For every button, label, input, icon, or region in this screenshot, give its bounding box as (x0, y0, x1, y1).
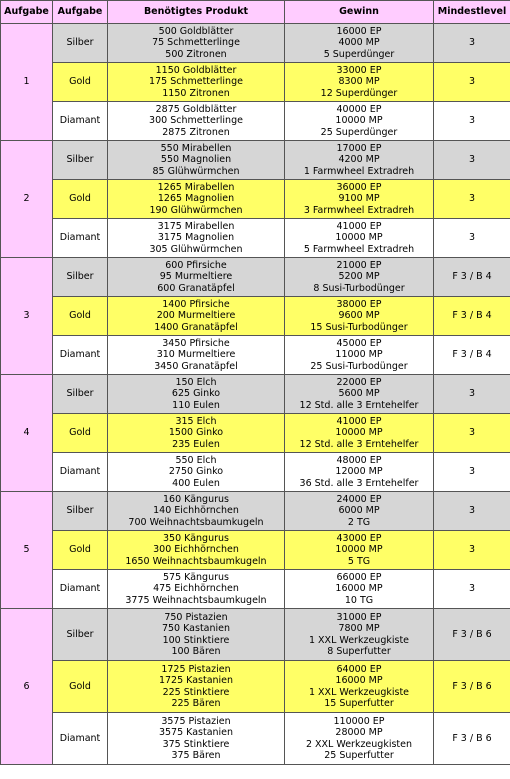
product-cell (108, 102, 285, 141)
table-row (1, 141, 510, 180)
reward-line: 4200 MP (338, 154, 380, 166)
reward-line: 24000 EP (336, 493, 382, 505)
product-line: 305 Glühwürmchen (149, 243, 243, 255)
reward-cell (285, 375, 434, 414)
product-line: 3175 Magnolien (157, 232, 235, 244)
reward-cell (285, 609, 434, 661)
product-line: 550 Elch (175, 454, 217, 466)
reward-line: 28000 MP (335, 727, 383, 738)
reward-line: 17000 EP (336, 142, 382, 154)
reward-line: 41000 EP (336, 415, 382, 427)
min-level-cell: 3 (434, 375, 510, 414)
reward-line: 4000 MP (338, 37, 380, 49)
reward-line: 15 Superfutter (324, 698, 394, 709)
reward-line: 8300 MP (338, 76, 380, 88)
reward-line: 2 XXL Werkzeugkisten (305, 738, 413, 750)
min-level-cell: 3 (434, 24, 510, 63)
reward-cell (285, 102, 434, 141)
product-line: 475 Eichhörnchen (153, 583, 239, 595)
reward-cell (285, 336, 434, 375)
tier-cell: Gold (53, 297, 108, 336)
product-line: 375 Bären (171, 750, 221, 761)
reward-line: 5600 MP (338, 388, 380, 400)
reward-line: 12 Superdünger (320, 87, 398, 99)
product-line: 500 Zitronen (165, 48, 227, 60)
tier-cell: Silber (53, 375, 108, 414)
product-line: 300 Schmetterlinge (149, 115, 243, 127)
header-task-number: Aufgabe (1, 1, 53, 24)
product-line: 1650 Weihnachtsbaumkugeln (125, 555, 267, 567)
product-cell (108, 661, 285, 713)
tier-cell: Gold (53, 63, 108, 102)
product-line: 1725 Pistazien (161, 663, 231, 675)
product-line: 3450 Granatäpfel (154, 360, 238, 372)
product-line: 190 Glühwürmchen (149, 204, 243, 216)
product-line: 400 Eulen (172, 477, 220, 489)
table-row (1, 609, 510, 661)
reward-line: 2 TG (347, 516, 371, 528)
min-level-cell: F 3 / B 4 (434, 258, 510, 297)
header-min-level: Mindestlevel (434, 1, 510, 24)
product-line: 160 Kängurus (163, 493, 229, 505)
reward-line: 5 Farmwheel Extradreh (303, 243, 415, 255)
reward-line: 38000 EP (336, 298, 382, 310)
product-cell (108, 258, 285, 297)
product-line: 95 Murmeltiere (159, 271, 233, 283)
product-line: 3575 Pistazien (161, 715, 231, 727)
reward-line: 10000 MP (335, 115, 383, 127)
product-line: 225 Bären (171, 698, 221, 709)
product-line: 750 Kastanien (161, 623, 231, 634)
reward-line: 9600 MP (338, 310, 380, 322)
product-line: 140 Eichhörnchen (153, 505, 239, 517)
product-line: 600 Pfirsiche (165, 259, 227, 271)
table-body (1, 24, 510, 765)
product-line: 100 Stinktiere (162, 634, 230, 646)
reward-cell (285, 414, 434, 453)
reward-line: 10000 MP (335, 427, 383, 439)
reward-line: 25 Susi-Turbodünger (310, 360, 408, 372)
reward-line: 16000 EP (336, 25, 382, 37)
product-line: 110 Eulen (172, 399, 220, 411)
tier-cell: Diamant (53, 219, 108, 258)
product-line: 1500 Ginko (168, 427, 224, 439)
product-line: 2875 Zitronen (162, 126, 230, 138)
tier-cell: Silber (53, 141, 108, 180)
product-line: 235 Eulen (172, 438, 220, 450)
product-cell (108, 609, 285, 661)
min-level-cell: 3 (434, 414, 510, 453)
product-line: 1150 Zitronen (162, 87, 230, 99)
product-cell (108, 24, 285, 63)
reward-line: 31000 EP (336, 611, 382, 623)
reward-line: 25 Superfutter (324, 750, 394, 761)
reward-line: 10000 MP (335, 544, 383, 556)
product-cell (108, 492, 285, 531)
product-cell (108, 336, 285, 375)
table-row (1, 375, 510, 414)
min-level-cell: 3 (434, 531, 510, 570)
tier-cell: Silber (53, 24, 108, 63)
table-row (1, 414, 510, 453)
table-row (1, 336, 510, 375)
tier-cell: Silber (53, 492, 108, 531)
reward-cell (285, 180, 434, 219)
reward-line: 5 TG (347, 555, 371, 567)
product-line: 225 Stinktiere (162, 686, 230, 698)
task-number-cell: 2 (1, 141, 53, 258)
reward-cell (285, 492, 434, 531)
reward-cell (285, 24, 434, 63)
table-row (1, 180, 510, 219)
product-line: 600 Granatäpfel (157, 282, 235, 294)
tier-cell: Diamant (53, 453, 108, 492)
reward-line: 43000 EP (336, 532, 382, 544)
reward-line: 15 Susi-Turbodünger (310, 321, 408, 333)
table-row (1, 531, 510, 570)
task-number-cell: 6 (1, 609, 53, 765)
reward-line: 41000 EP (336, 220, 382, 232)
min-level-cell: 3 (434, 102, 510, 141)
product-line: 310 Murmeltiere (156, 349, 236, 361)
reward-cell (285, 258, 434, 297)
table-row (1, 102, 510, 141)
reward-line: 36 Std. alle 3 Erntehelfer (299, 477, 419, 489)
tier-cell: Diamant (53, 570, 108, 609)
product-line: 85 Glühwürmchen (152, 165, 240, 177)
reward-line: 3 Farmwheel Extradreh (303, 204, 415, 216)
reward-cell (285, 297, 434, 336)
reward-line: 16000 MP (335, 583, 383, 595)
reward-line: 45000 EP (336, 337, 382, 349)
tier-cell: Silber (53, 258, 108, 297)
product-line: 625 Ginko (171, 388, 221, 400)
tier-cell: Diamant (53, 336, 108, 375)
product-cell (108, 219, 285, 258)
reward-cell (285, 570, 434, 609)
product-line: 150 Elch (175, 376, 217, 388)
product-line: 1400 Pfirsiche (162, 298, 230, 310)
product-line: 75 Schmetterlinge (152, 37, 240, 49)
product-line: 550 Mirabellen (160, 142, 232, 154)
min-level-cell: 3 (434, 492, 510, 531)
table-row (1, 661, 510, 713)
reward-line: 9100 MP (338, 193, 380, 205)
reward-line: 12000 MP (335, 466, 383, 478)
reward-line: 10000 MP (335, 232, 383, 244)
reward-line: 36000 EP (336, 181, 382, 193)
tier-cell: Diamant (53, 102, 108, 141)
product-line: 100 Bären (171, 646, 221, 657)
product-cell (108, 414, 285, 453)
table-row (1, 492, 510, 531)
product-line: 1265 Mirabellen (157, 181, 235, 193)
product-line: 2750 Ginko (168, 466, 224, 478)
reward-line: 16000 MP (335, 675, 383, 686)
tier-cell: Gold (53, 180, 108, 219)
product-line: 350 Kängurus (163, 532, 229, 544)
reward-cell (285, 219, 434, 258)
reward-line: 6000 MP (338, 505, 380, 517)
product-cell (108, 375, 285, 414)
reward-line: 64000 EP (336, 663, 382, 675)
table-row (1, 713, 510, 765)
tier-cell: Diamant (53, 713, 108, 765)
min-level-cell: 3 (434, 141, 510, 180)
reward-line: 21000 EP (336, 259, 382, 271)
reward-line: 8 Susi-Turbodünger (313, 282, 405, 294)
product-line: 2875 Goldblätter (155, 103, 237, 115)
reward-line: 7800 MP (338, 623, 380, 634)
reward-line: 11000 MP (335, 349, 383, 361)
product-line: 375 Stinktiere (162, 738, 230, 750)
table-row (1, 24, 510, 63)
product-cell (108, 570, 285, 609)
product-cell (108, 63, 285, 102)
product-cell (108, 297, 285, 336)
task-number-cell: 5 (1, 492, 53, 609)
product-line: 550 Magnolien (160, 154, 232, 166)
min-level-cell: F 3 / B 4 (434, 297, 510, 336)
product-cell (108, 141, 285, 180)
product-cell (108, 713, 285, 765)
min-level-cell: 3 (434, 219, 510, 258)
tier-cell: Gold (53, 531, 108, 570)
reward-line: 5 Superdünger (323, 48, 395, 60)
product-line: 575 Kängurus (163, 571, 229, 583)
product-line: 175 Schmetterlinge (149, 76, 243, 88)
reward-line: 1 XXL Werkzeugkiste (308, 634, 410, 646)
min-level-cell: F 3 / B 6 (434, 661, 510, 713)
product-line: 1400 Granatäpfel (154, 321, 238, 333)
reward-line: 66000 EP (336, 571, 382, 583)
reward-cell (285, 531, 434, 570)
product-cell (108, 180, 285, 219)
product-line: 1725 Kastanien (158, 675, 234, 686)
table-row (1, 219, 510, 258)
min-level-cell: 3 (434, 63, 510, 102)
reward-cell (285, 453, 434, 492)
reward-cell (285, 661, 434, 713)
min-level-cell: 3 (434, 453, 510, 492)
product-line: 200 Murmeltiere (156, 310, 236, 322)
table-row (1, 258, 510, 297)
product-line: 500 Goldblätter (158, 25, 234, 37)
product-line: 750 Pistazien (164, 611, 228, 623)
tier-cell: Gold (53, 661, 108, 713)
reward-line: 110000 EP (333, 715, 385, 727)
reward-line: 12 Std. alle 3 Erntehelfer (299, 399, 419, 411)
product-line: 1265 Magnolien (157, 193, 235, 205)
reward-line: 1 XXL Werkzeugkiste (308, 686, 410, 698)
task-number-cell: 4 (1, 375, 53, 492)
tier-cell: Silber (53, 609, 108, 661)
min-level-cell: 3 (434, 570, 510, 609)
product-line: 3450 Pfirsiche (162, 337, 230, 349)
product-line: 300 Eichhörnchen (153, 544, 239, 556)
table-row (1, 570, 510, 609)
header-task-tier: Aufgabe (53, 1, 108, 24)
min-level-cell: 3 (434, 180, 510, 219)
min-level-cell: F 3 / B 6 (434, 609, 510, 661)
reward-line: 5200 MP (338, 271, 380, 283)
header-row (1, 1, 510, 24)
min-level-cell: F 3 / B 4 (434, 336, 510, 375)
reward-line: 33000 EP (336, 64, 382, 76)
product-line: 3175 Mirabellen (157, 220, 235, 232)
table-row (1, 297, 510, 336)
reward-line: 48000 EP (336, 454, 382, 466)
reward-line: 8 Superfutter (327, 646, 391, 657)
reward-line: 22000 EP (336, 376, 382, 388)
reward-line: 1 Farmwheel Extradreh (303, 165, 415, 177)
table-row (1, 63, 510, 102)
product-line: 3775 Weihnachtsbaumkugeln (125, 594, 267, 606)
product-line: 700 Weihnachtsbaumkugeln (128, 516, 264, 528)
table-row (1, 453, 510, 492)
product-line: 3575 Kastanien (158, 727, 234, 738)
task-number-cell: 3 (1, 258, 53, 375)
reward-line: 10 TG (344, 594, 374, 606)
header-required-product: Benötigtes Produkt (108, 1, 285, 24)
reward-cell (285, 713, 434, 765)
reward-cell (285, 63, 434, 102)
product-cell (108, 453, 285, 492)
tier-cell: Gold (53, 414, 108, 453)
header-reward: Gewinn (285, 1, 434, 24)
reward-cell (285, 141, 434, 180)
task-number-cell: 1 (1, 24, 53, 141)
reward-line: 40000 EP (336, 103, 382, 115)
product-line: 1150 Goldblätter (155, 64, 237, 76)
product-cell (108, 531, 285, 570)
min-level-cell: F 3 / B 6 (434, 713, 510, 765)
reward-line: 25 Superdünger (320, 126, 398, 138)
reward-line: 12 Std. alle 3 Erntehelfer (299, 438, 419, 450)
product-line: 315 Elch (175, 415, 217, 427)
